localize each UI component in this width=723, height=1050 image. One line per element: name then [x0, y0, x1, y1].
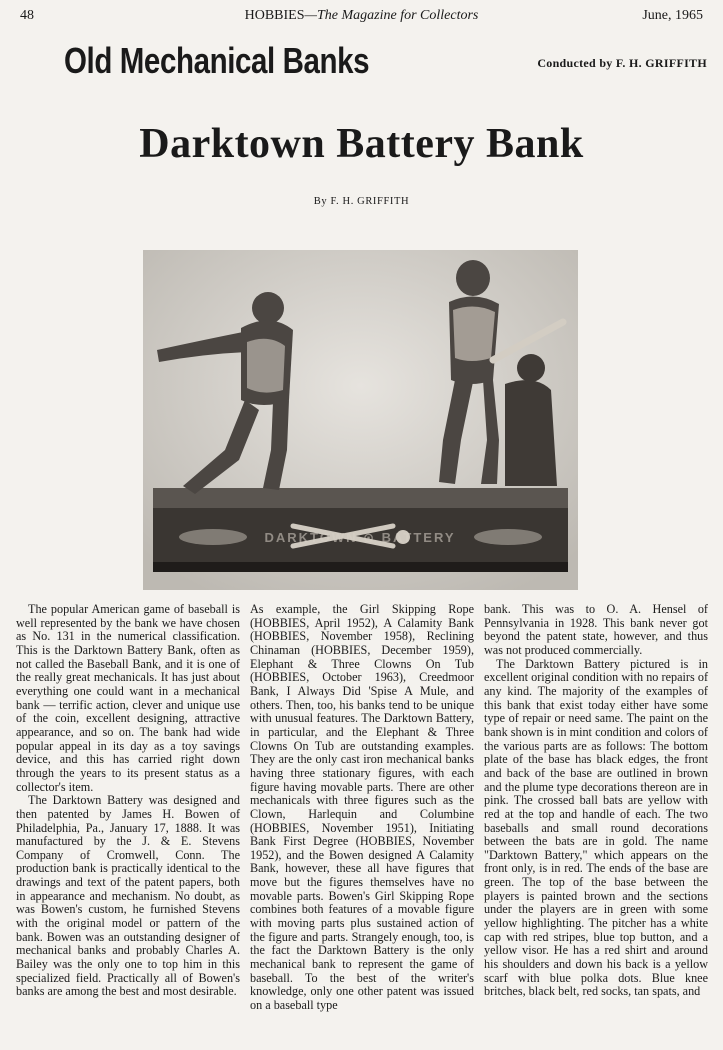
base-lettering: DARKTOWN ⊙ BATTERY — [264, 530, 456, 545]
issue-date: June, 1965 — [642, 8, 703, 23]
text-column-2 — [250, 603, 474, 1013]
department-title: Old Mechanical Banks — [64, 40, 370, 81]
page-number: 48 — [20, 8, 34, 23]
bank-base-top — [153, 488, 568, 510]
magazine-tagline: —The Magazine for Collectors — [304, 8, 479, 23]
paragraph: As example, the Girl Skipping Rope (HOBBIES, April 1952), A Calamity Bank (HOBBIES, November 1958), Reclining Chinaman (HOBBIES, December 1959), Elephant & Three Clowns On Tub (HOBBIES, October 1963), Creedmoor Bank, I Always Did 'Spise A Mule, and others. Then, too, his banks tend to be unique with unusual features. The Darktown Battery, in particular, and the Elephant & Three Clowns On Tub are outstanding examples. They are the only cast iron mechanical banks having three stationary figures, with each figure having movable parts. There are other mechanicals with three figures such as the Clown, Harlequin and Columbine (HOBBIES, November 1951), Initiating Bank First Degree (HOBBIES, November 1952), and the Bowen designed A Calamity Bank, however, these all have figures that move but the figures themselves have no movable parts. Bowen's Girl Skipping Rope combines both features of a movable figure with moving parts plus sustained action of the figure and parts. Strangely enough, too, is the fact the Darktown Battery is the only mechanical bank to represent the game of baseball. To the best of the writer's knowledge, only one other patent was issued on a baseball type — [250, 602, 474, 1013]
paragraph: The popular American game of baseball is well represented by the bank we have chosen as No. 131 in the numerical classification. This is the Darktown Battery Bank, often as not called the Baseball Bank, and it is one of the really great mechanicals. It has just about everything one could want in a mechanical bank — terrific action, clever and unique use of the coin, excellent designing, attractive appearance, and so on. The bank had wide popular appeal in its day as a toy savings device, and this has carried right down through the years to its present status as a collector's item. — [16, 602, 240, 794]
paragraph: The Darktown Battery pictured is in excellent original condition with no repairs of any kind. The majority of the examples of this bank that exist today either have some type of repair or need same. The paint on the bank shown is in mint condition and colors of the various parts are as follows: The bottom plate of the base has black edges, the front and back of the base are outlined in brown and the plume type decorations thereon are in pink. The crossed ball bats are yellow with red at the top and handle of each. The two baseballs and small round decorations between the bats are in gold. The name "Darktown Battery," which appears on the front only, is in red. The ends of the base are green. The top of the base between the players is painted brown and the sections under the players are in green with some yellow highlighting. The pitcher has a white cap with red stripes, blue top button, and a yellow visor. He has a red shirt and around his shoulders and down his back is a yellow scarf with blue polka dots. Blue knee britches, black belt, red socks, tan spats, and — [484, 656, 708, 999]
bank-photo — [143, 250, 578, 590]
darktown-battery-bank-illustration — [143, 250, 578, 590]
magazine-title: HOBBIES — [244, 8, 305, 23]
magazine-name — [20, 8, 703, 24]
conducted-by: Conducted by F. H. GRIFFITH — [537, 56, 707, 70]
byline: By F. H. GRIFFITH — [313, 196, 410, 207]
running-head — [20, 8, 703, 28]
paragraph: The Darktown Battery was designed and then patented by James H. Bowen of Philadelphia, Pa., January 17, 1888. It was manufactured by the J. & E. Stevens Company of Cromwell, Conn. The production bank is practically identical to the drawings and text of the patent papers, both in appearance and mechanism. No doubt, as was Bowen's custom, he furnished Stevens with the original model or pattern of the bank. Bowen was an outstanding designer of mechanical banks and probably Charles A. Bailey was the only one to top him in this specialized field. Practically all of Bowen's banks are among the best and most desirable. — [16, 793, 240, 999]
text-column-3 — [484, 603, 708, 999]
article-title: Darktown Battery Bank — [139, 121, 584, 167]
text-column-1 — [16, 603, 240, 999]
paragraph: bank. This was to O. A. Hensel of Pennsylvania in 1928. This bank never got beyond the patent state, however, and thus was not produced commercially. — [484, 602, 708, 657]
